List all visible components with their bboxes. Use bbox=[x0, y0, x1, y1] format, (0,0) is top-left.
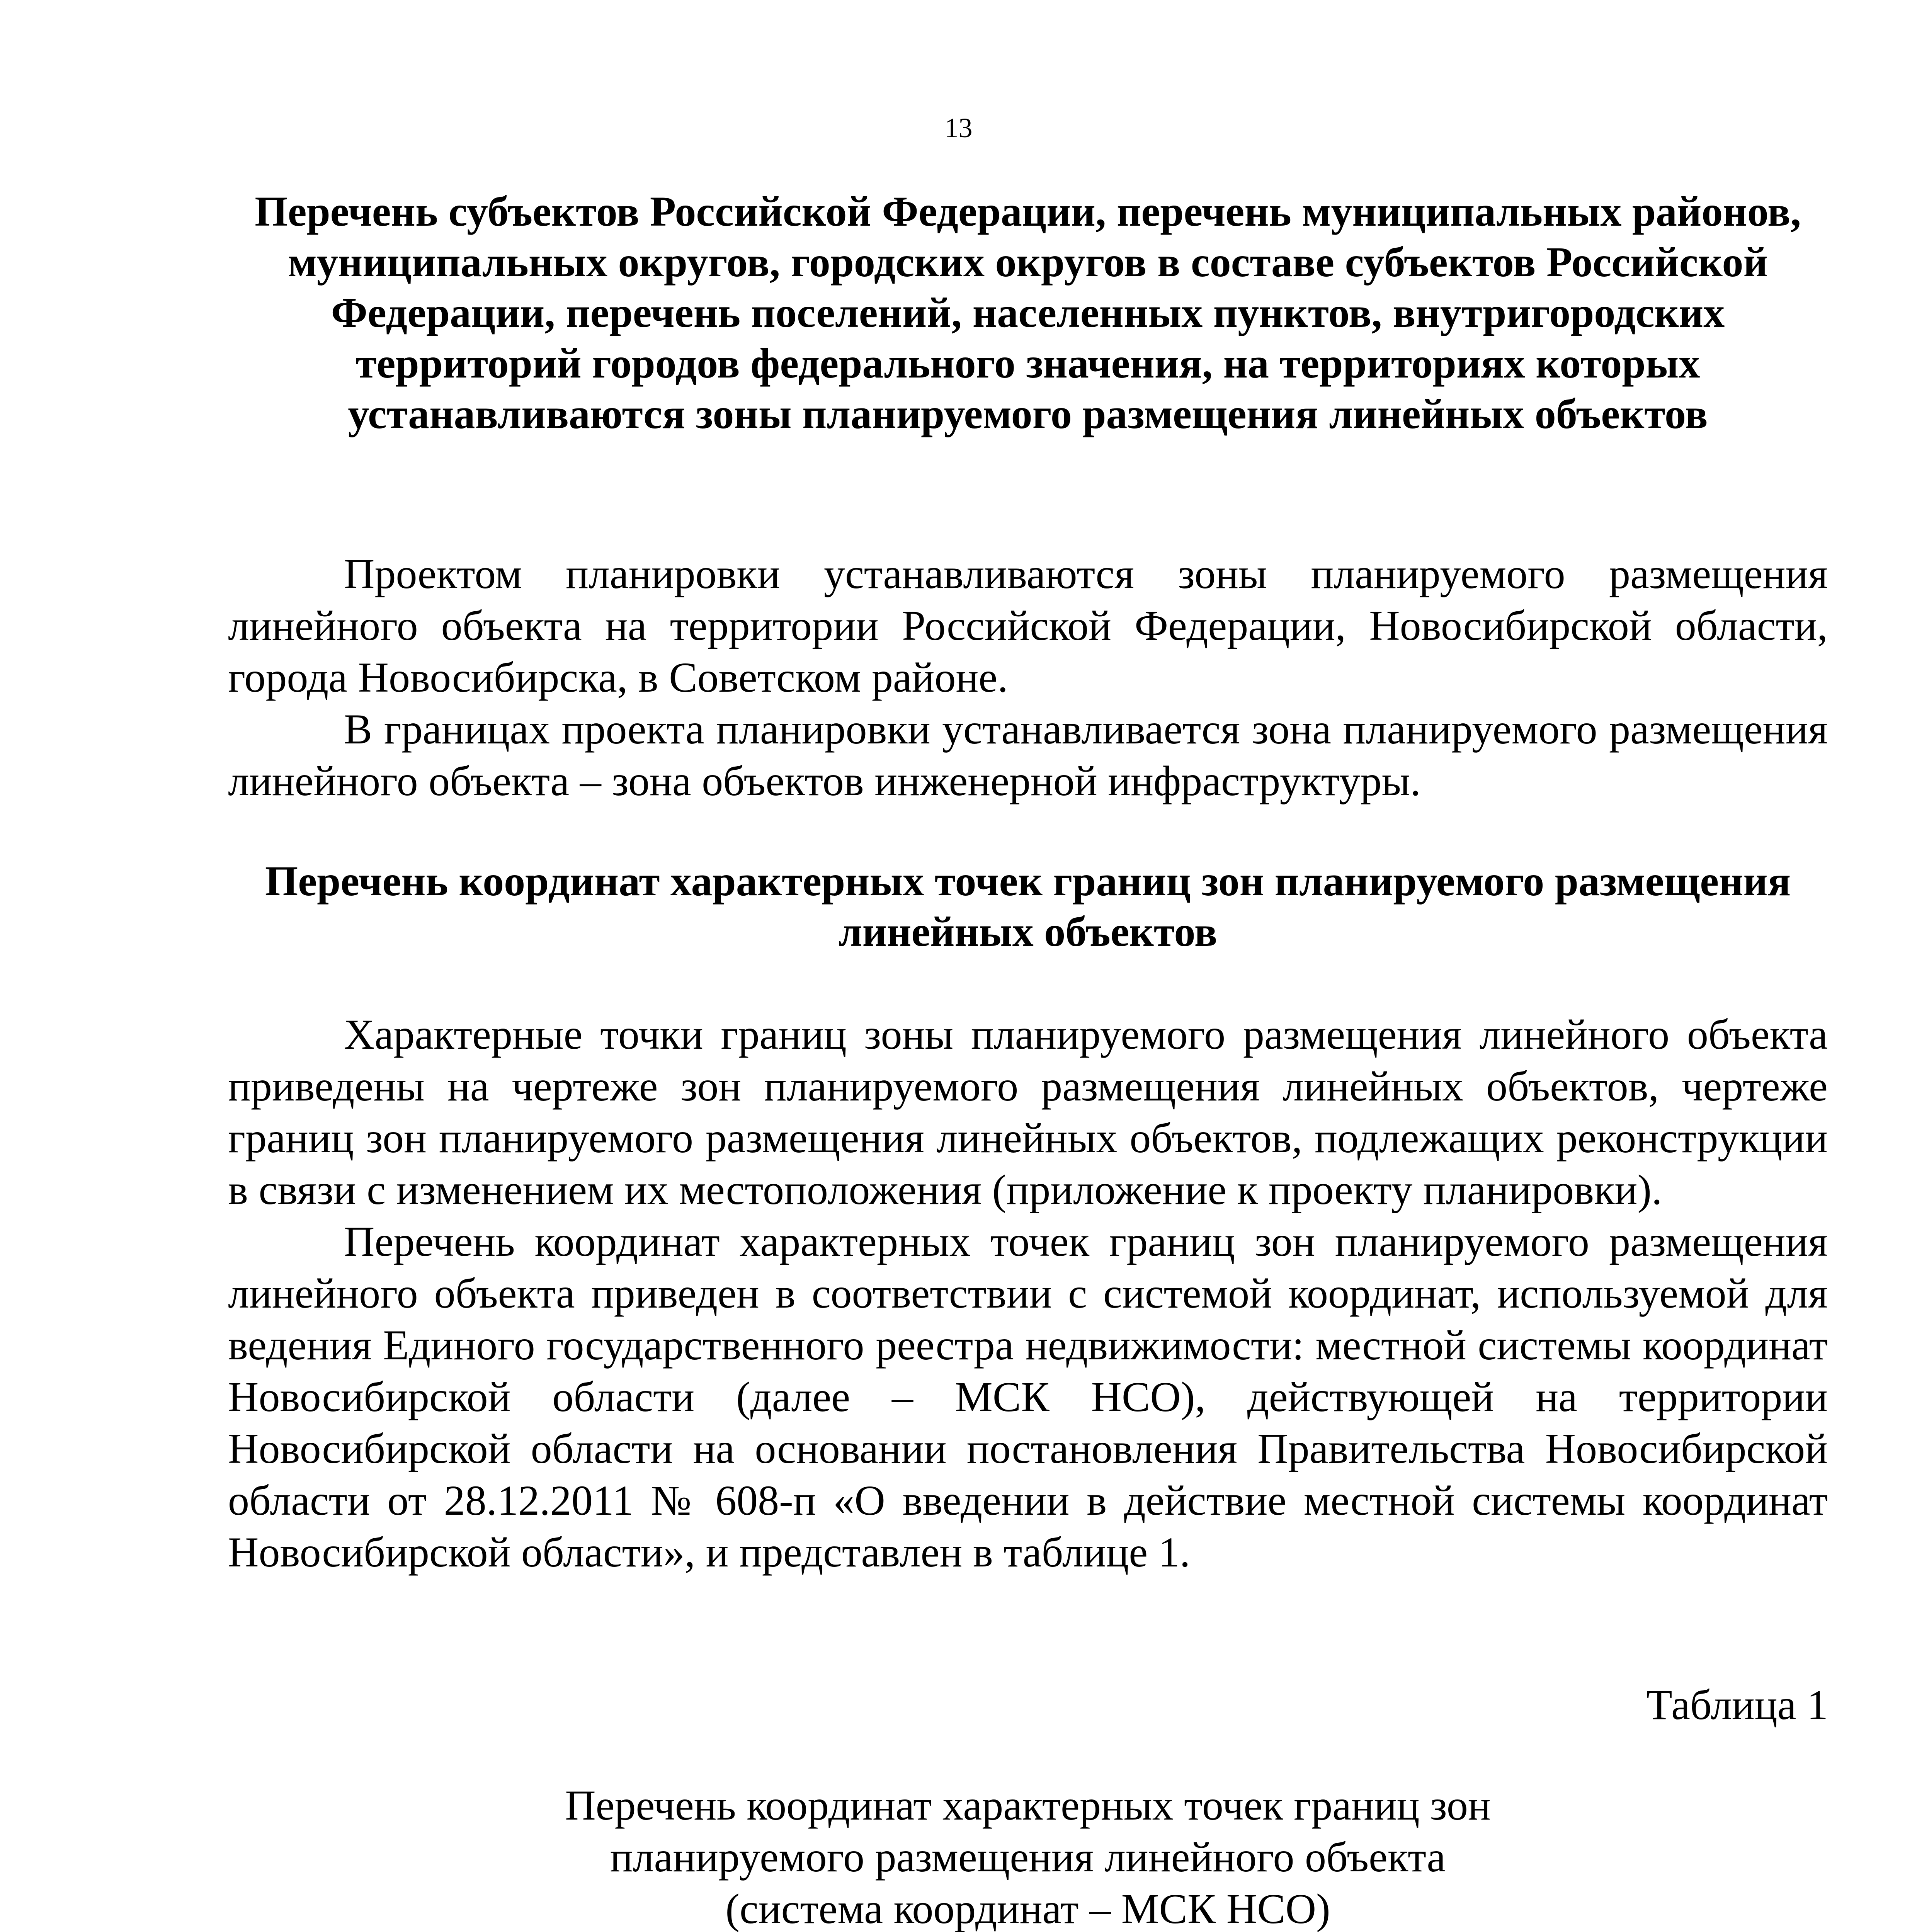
table-label: Таблица 1 bbox=[1646, 1681, 1828, 1728]
table-caption-line: (система координат – МСК НСО) bbox=[725, 1885, 1330, 1932]
page-number: 13 bbox=[944, 112, 973, 143]
main-heading: Перечень субъектов Российской Федерации, перечень муниципальных районов, муниципальных округов, городских округов в составе субъектов Российской Федерации, перечень поселений, населенных пунктов, внутригородских территорий городов федерального значения, на территориях которых устанавливаются зоны планируемого размещения линейных объектов bbox=[255, 188, 1801, 437]
intro-text bbox=[228, 548, 1828, 807]
coords-paragraph: Характерные точки границ зоны планируемого размещения линейного объекта приведены на чертеже зон планируемого размещения линейных объектов, чертеже границ зон планируемого размещения линейных объектов, подлежащих реконструкции в связи с изменением их местоположения (приложение к проекту планировки). bbox=[228, 1011, 1828, 1213]
coords-text bbox=[228, 1009, 1828, 1578]
intro-paragraph: В границах проекта планировки устанавливается зона планируемого размещения линейного объекта – зона объектов инженерной инфраструктуры. bbox=[228, 706, 1828, 804]
table-caption-line: планируемого размещения линейного объекта bbox=[610, 1833, 1446, 1881]
coords-paragraph: Перечень координат характерных точек границ зон планируемого размещения линейного объекта приведен в соответствии с системой координат, используемой для ведения Единого государственного реестра недвижимости: местной системы координат Новосибирской области (далее – МСК НСО), действующей на территории Новосибирской области на основании постановления Правительства Новосибирской области от 28.12.2011 № 608-п «О введении в действие местной системы координат Новосибирской области», и представлен в таблице 1. bbox=[228, 1218, 1828, 1576]
coords-heading: Перечень координат характерных точек границ зон планируемого размещения линейных объектов bbox=[265, 857, 1791, 955]
table-caption bbox=[228, 1779, 1828, 1932]
table-caption-line: Перечень координат характерных точек границ зон bbox=[565, 1782, 1491, 1829]
intro-paragraph: Проектом планировки устанавливаются зоны планируемого размещения линейного объекта на территории Российской Федерации, Новосибирской области, города Новосибирска, в Советском районе. bbox=[228, 550, 1828, 701]
